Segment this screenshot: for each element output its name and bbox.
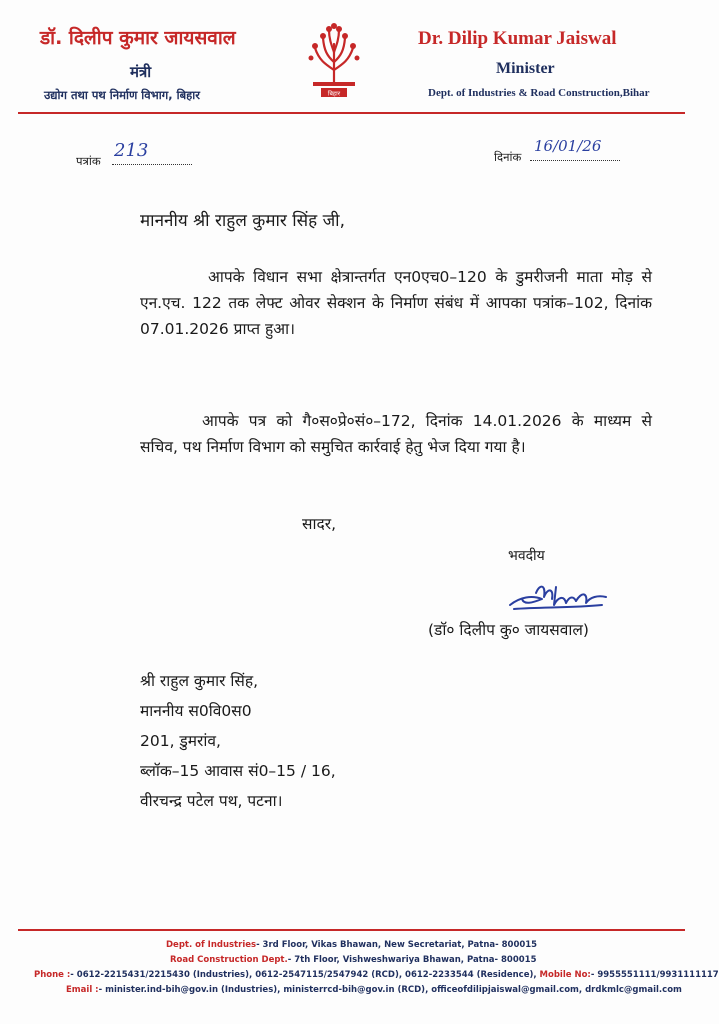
header-divider bbox=[18, 112, 685, 114]
footer-rcd-address bbox=[170, 955, 537, 965]
letter-date: 16/01/26 bbox=[534, 137, 602, 155]
hindi-minister-title: मंत्री bbox=[130, 63, 152, 81]
footer-email bbox=[66, 985, 682, 995]
address-line: 201, डुमरांव, bbox=[140, 732, 221, 750]
english-department: Dept. of Industries & Road Construction,Bihar bbox=[428, 87, 650, 99]
footer-rcd-label: Road Construction Dept. bbox=[170, 955, 288, 965]
body-paragraph-2: आपके पत्र को गै०स०प्रे०सं०–172, दिनांक 14.01.2026 के माध्यम से सचिव, पथ निर्माण विभाग को समुचित कार्रवाई हेतु भेज दिया गया है। bbox=[140, 412, 652, 456]
recipient-address bbox=[140, 666, 336, 816]
footer-email-text: - minister.ind-bih@gov.in (Industries), ministerrcd-bih@gov.in (RCD), officeofdilipjaiswal@gmail.com, drdkmlc@gmail.com bbox=[98, 985, 682, 995]
footer-mobile-label: Mobile No: bbox=[539, 970, 591, 980]
closing: सादर, bbox=[302, 515, 336, 533]
address-line: ब्लॉक–15 आवास सं0–15 / 16, bbox=[140, 762, 336, 780]
hindi-minister-name: डॉ. दिलीप कुमार जायसवाल bbox=[40, 27, 236, 49]
reference-number: 213 bbox=[114, 140, 149, 161]
body-paragraph-1: आपके विधान सभा क्षेत्रान्तर्गत एन0एच0–120 के डुमरीजनी माता मोड़ से एन.एच. 122 तक लेफ्ट ओवर सेक्शन के निर्माण संबंध में आपका पत्रांक–102, दिनांक 07.01.2026 प्राप्त हुआ। bbox=[140, 268, 652, 338]
address-line: वीरचन्द्र पटेल पथ, पटना। bbox=[140, 792, 283, 810]
salutation: माननीय श्री राहुल कुमार सिंह जी, bbox=[140, 211, 345, 231]
handwritten-signature bbox=[502, 575, 612, 617]
hindi-department: उद्योग तथा पथ निर्माण विभाग, बिहार bbox=[44, 88, 200, 102]
footer-divider bbox=[18, 929, 685, 931]
footer-phone bbox=[34, 970, 719, 980]
footer-industries-address bbox=[166, 940, 537, 950]
english-minister-name: Dr. Dilip Kumar Jaiswal bbox=[418, 28, 617, 49]
footer-industries-label: Dept. of Industries bbox=[166, 940, 257, 950]
english-minister-title: Minister bbox=[496, 60, 555, 77]
address-line: श्री राहुल कुमार सिंह, bbox=[140, 672, 259, 690]
bihar-emblem-icon bbox=[305, 22, 363, 100]
footer-email-label: Email : bbox=[66, 985, 99, 995]
date-dotted-line bbox=[530, 160, 620, 161]
signoff: भवदीय bbox=[508, 548, 545, 564]
footer-rcd-text: - 7th Floor, Vishweshwariya Bhawan, Patna- 800015 bbox=[287, 955, 537, 965]
date-label: दिनांक bbox=[494, 150, 522, 164]
address-line: माननीय स0वि0स0 bbox=[140, 702, 252, 720]
reference-label: पत्रांक bbox=[76, 154, 101, 168]
signatory-name: (डॉ० दिलीप कु० जायसवाल) bbox=[428, 621, 589, 639]
footer-phone-label: Phone : bbox=[34, 970, 71, 980]
footer-industries-text: - 3rd Floor, Vikas Bhawan, New Secretariat, Patna- 800015 bbox=[256, 940, 538, 950]
reference-dotted-line bbox=[112, 164, 192, 165]
footer-phone-text: - 0612-2215431/2215430 (Industries), 0612-2547115/2547942 (RCD), 0612-2233544 (Residence), bbox=[70, 970, 537, 980]
footer-mobile-text: - 9955551111/9931111117 bbox=[590, 970, 719, 980]
emblem-caption: बिहार bbox=[327, 90, 341, 98]
